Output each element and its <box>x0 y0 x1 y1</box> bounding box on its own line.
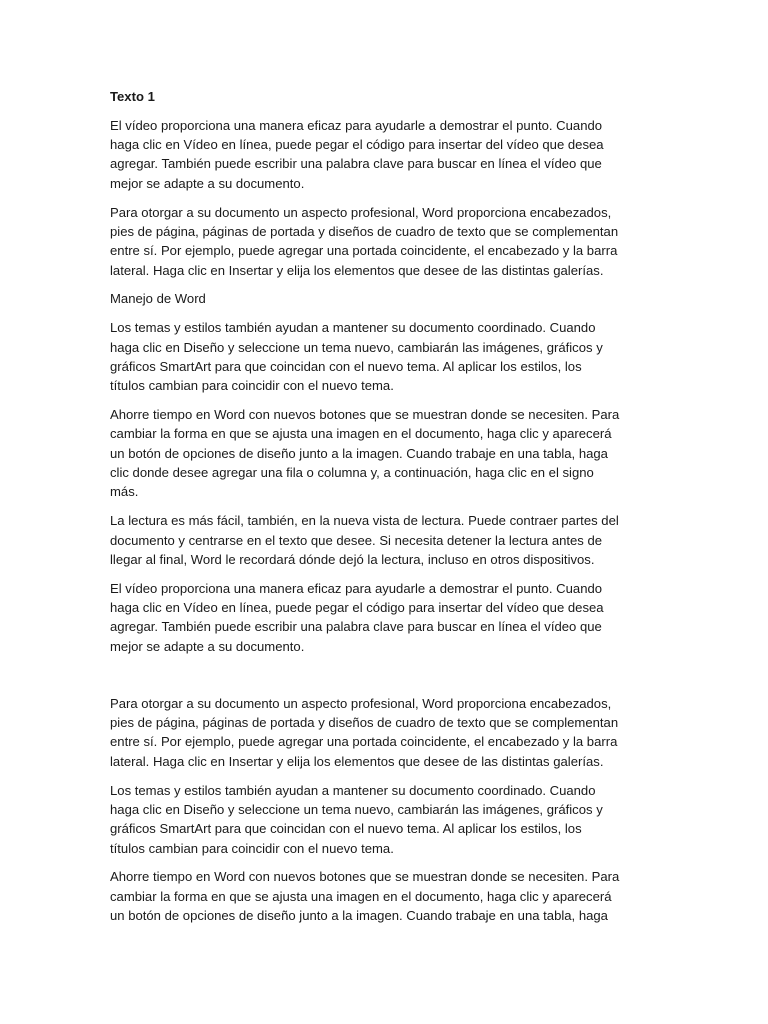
paragraph: El vídeo proporciona una manera eficaz para ayudarle a demostrar el punto. Cuando haga clic en Vídeo en línea, puede pegar el código para insertar del vídeo que desea agregar. También puede escribir una palabra clave para buscar en línea el vídeo que mejor se adapte a su documento. <box>110 117 604 191</box>
paragraph: El vídeo proporciona una manera eficaz para ayudarle a demostrar el punto. Cuando haga clic en Vídeo en línea, puede pegar el código para insertar del vídeo que desea agregar. También puede escribir una palabra clave para buscar en línea el vídeo que mejor se adapte a su documento. <box>110 580 604 654</box>
document-title: Texto 1 <box>110 89 155 104</box>
document-body <box>110 87 660 935</box>
section-heading: Manejo de Word <box>110 291 206 307</box>
paragraph: Ahorre tiempo en Word con nuevos botones que se muestran donde se necesiten. Para cambiar la forma en que se ajusta una imagen en el documento, haga clic y aparecerá un botón de opciones de diseño junto a la imagen. Cuando trabaje en una tabla, haga clic donde desee agregar una fila o columna y, a continuación, haga clic en el signo más. <box>110 407 620 500</box>
paragraph: Los temas y estilos también ayudan a mantener su documento coordinado. Cuando haga clic en Diseño y seleccione un tema nuevo, cambiarán las imágenes, gráficos y gráficos SmartArt para que coincidan con el nuevo tema. Al aplicar los estilos, los títulos cambian para coincidir con el nuevo tema. <box>110 320 603 394</box>
paragraph: Ahorre tiempo en Word con nuevos botones que se muestran donde se necesiten. Para cambiar la forma en que se ajusta una imagen en el documento, haga clic y aparecerá un botón de opciones de diseño junto a la imagen. Cuando trabaje en una tabla, haga <box>110 869 620 924</box>
paragraph: La lectura es más fácil, también, en la nueva vista de lectura. Puede contraer partes del documento y centrarse en el texto que desee. Si necesita detener la lectura antes de llegar al final, Word le recordará dónde dejó la lectura, incluso en otros dispositivos. <box>110 513 619 567</box>
paragraph: Para otorgar a su documento un aspecto profesional, Word proporciona encabezados, pies de página, páginas de portada y diseños de cuadro de texto que se complementan entre sí. Por ejemplo, puede agregar una portada coincidente, el encabezado y la barra lateral. Haga clic en Insertar y elija los elementos que desee de las distintas galerías. <box>110 695 619 769</box>
paragraph: Para otorgar a su documento un aspecto profesional, Word proporciona encabezados, pies de página, páginas de portada y diseños de cuadro de texto que se complementan entre sí. Por ejemplo, puede agregar una portada coincidente, el encabezado y la barra lateral. Haga clic en Insertar y elija los elementos que desee de las distintas galerías. <box>110 204 619 278</box>
paragraph: Los temas y estilos también ayudan a mantener su documento coordinado. Cuando haga clic en Diseño y seleccione un tema nuevo, cambiarán las imágenes, gráficos y gráficos SmartArt para que coincidan con el nuevo tema. Al aplicar los estilos, los títulos cambian para coincidir con el nuevo tema. <box>110 782 603 856</box>
